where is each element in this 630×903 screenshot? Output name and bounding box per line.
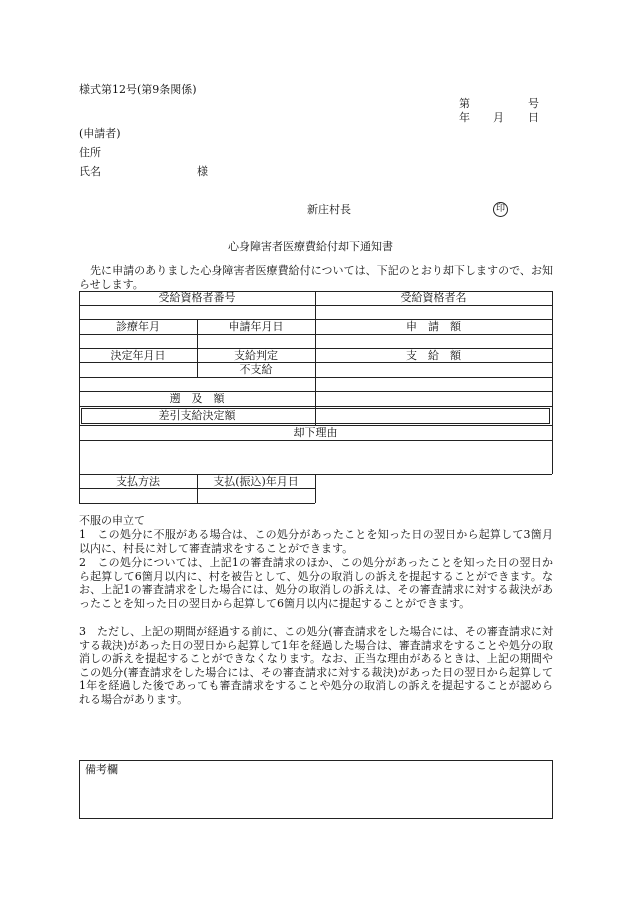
date-month: 月 xyxy=(493,111,504,124)
number-prefix: 第 xyxy=(459,97,470,110)
remarks-box xyxy=(79,760,553,819)
rejection-reason-header: 却下理由 xyxy=(293,426,338,439)
payment-date-header: 支払(振込)年月日 xyxy=(213,475,299,488)
appeal-heading: 不服の申立て xyxy=(79,514,145,527)
name-label: 氏名 xyxy=(79,165,101,178)
apply-amount-header: 申 請 額 xyxy=(406,320,461,333)
non-payment-label: 不支給 xyxy=(239,363,273,376)
number-suffix: 号 xyxy=(528,97,539,110)
address-label: 住所 xyxy=(79,146,101,159)
decision-date-header: 決定年月日 xyxy=(110,349,166,362)
consult-month-header: 診療年月 xyxy=(116,320,160,333)
recipient-name-header: 受給資格者名 xyxy=(400,291,467,304)
payment-decision-header: 支給判定 xyxy=(234,349,278,362)
appeal-paragraph-3: 3 ただし、上記の期間が経過する前に、この処分(審査請求をした場合には、その審査請求に対する裁決)があった日の翌日から起算して1年を経過した場合は、審査請求をすることや処分の取消しの訴えを提起することができなくなります。なお、正当な理由があるときは、上記の期間やこの処分(審査請求をした場合には、その審査請求に対する裁決)があった日の翌日から起算して1年を経過した後であっても審査請求をすることや処分の取消しの訴えを提起することが認められる場合があります。 xyxy=(79,625,553,706)
form-number: 様式第12号(第9条関係) xyxy=(79,83,197,96)
issuer-title: 新庄村長 xyxy=(307,203,351,216)
document-title: 心身障害者医療費給付却下通知書 xyxy=(228,240,393,253)
net-amount-header: 差引支給決定額 xyxy=(158,409,236,422)
intro-text: 先に申請のありました心身障害者医療費給付については、下記のとおり却下しますので、お知らせします。 xyxy=(79,264,553,291)
remarks-label: 備考欄 xyxy=(85,763,118,776)
recipient-number-header: 受給資格者番号 xyxy=(158,291,236,304)
seal-icon: 印 xyxy=(493,202,508,217)
payment-method-header: 支払方法 xyxy=(116,475,160,488)
payment-amount-header: 支 給 額 xyxy=(406,349,461,362)
retro-amount-header: 遡 及 額 xyxy=(169,392,225,405)
appeal-paragraph-2: 2 この処分については、上記1の審査請求のほか、この処分があったことを知った日の翌日から起算して6箇月以内に、村を被告として、処分の取消しの訴えを提起することができます。なお、上記1の審査請求をした場合には、処分の取消しの訴えは、その審査請求に対する裁決があったことを知った日の翌日から起算して6箇月以内に提起することができます。 xyxy=(79,556,553,610)
apply-date-header: 申請年月日 xyxy=(228,320,284,333)
honorific: 様 xyxy=(197,165,208,178)
date-day: 日 xyxy=(528,111,539,124)
appeal-paragraph-1: 1 この処分に不服がある場合は、この処分があったことを知った日の翌日から起算して3箇月以内に、村長に対して審査請求をすることができます。 xyxy=(79,528,553,555)
applicant-heading: (申請者) xyxy=(79,127,121,140)
date-year: 年 xyxy=(459,111,470,124)
